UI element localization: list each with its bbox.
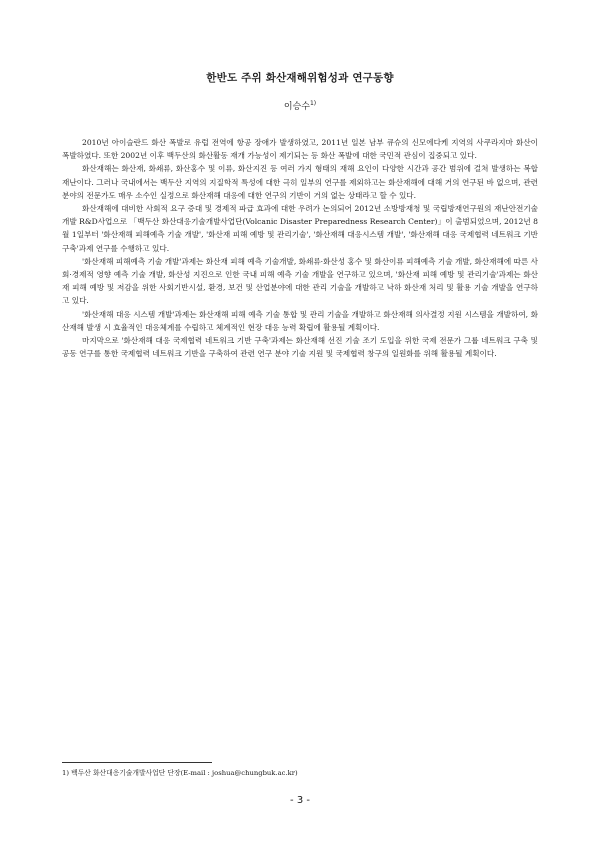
author-line — [0, 99, 600, 112]
paragraph-1: 2010년 아이슬란드 화산 폭발로 유럽 전역에 항공 장애가 발생하였고, 2011년 일본 남부 큐슈의 신모에다케 지역의 사쿠라지마 화산이 폭발하였다. 또한 2002년 이후 백두산의 화산활동 재개 가능성이 제기되는 등 화산 폭발에 대한 국민적 관심이 집중되고 있다. — [62, 138, 538, 161]
author-footnote-ref: 1) — [309, 100, 317, 107]
document-title: 한반도 주위 화산재해위험성과 연구동향 — [206, 72, 394, 84]
footnote: 1) 백두산 화산대응기술개발사업단 단장(E-mail : joshua@chungbuk.ac.kr) — [62, 769, 298, 777]
paragraph-4: '화산재해 피해예측 기술 개발'과제는 화산재 피해 예측 기술개발, 화쇄류·화산성 홍수 및 화산이류 피해예측 기술 개발, 화산재해에 따른 사회·경제적 영향 예측 기술 개발, 화산성 지진으로 인한 국내 피해 예측 기술 개발을 연구하고 있으며, '화산재 피해 예방 및 관리기술'과제는 화산재 피해 예방 및 저감을 위한 사회기반시설, 환경, 보건 및 산업분야에 대한 관리 기술을 개발하고 낙하 화산재 처리 및 활용 기술 개발을 연구하고 있다. — [62, 256, 538, 306]
body-text — [62, 136, 538, 360]
paragraph-3: 화산재해에 대비한 사회적 요구 증대 및 경제적 파급 효과에 대한 우려가 논의되어 2012년 소방방재청 및 국립방재연구원의 재난안전기술개발 R&D사업으로 「백두산 화산대응기술개발사업단(Volcanic Disaster Preparedness Research Center)」이 출범되었으며, 2012년 8월 1일부터 '화산재해 피해예측 기술 개발', '화산재 피해 예방 및 관리기술', '화산재해 대응시스템 개발', '화산재해 대응 국제협력 네트워크 기반 구축'과제 연구를 수행하고 있다. — [62, 204, 538, 253]
page-number: - 3 - — [290, 795, 310, 806]
paragraph-2: 화산재해는 화산재, 화쇄류, 화산홍수 및 이류, 화산지진 등 여러 가지 형태의 재해 요인이 다양한 시간과 공간 범위에 걸쳐 발생하는 복합재난이다. 그러나 국내에서는 백두산 지역의 지질학적 특성에 대한 극히 일부의 연구를 제외하고는 화산재해에 대해 거의 연구된 바 없으며, 관련 분야의 전문가도 매우 소수인 실정으로 화산재해 대응에 대한 연구의 기반이 거의 없는 상태라고 할 수 있다. — [62, 164, 538, 200]
paragraph-5: '화산재해 대응 시스템 개발'과제는 화산재해 피해 예측 기술 통합 및 관리 기술을 개발하고 화산재해 의사결정 지원 시스템을 개발하여, 화산재해 발생 시 효율적인 대응체계를 수립하고 체계적인 현장 대응 능력 확립에 활용될 계획이다. — [62, 309, 538, 332]
paragraph-6: 마지막으로 '화산재해 대응 국제협력 네트워크 기반 구축'과제는 화산재해 선진 기술 조기 도입을 위한 국제 전문가 그룹 네트워크 구축 및 공동 연구를 통한 국제협력 네트워크 기반을 구축하여 관련 연구 분야 기술 지원 및 국제협력 창구의 일원화를 위해 활용될 계획이다. — [62, 336, 538, 359]
author-name: 이승수 — [283, 102, 310, 112]
footnote-divider — [62, 762, 212, 763]
